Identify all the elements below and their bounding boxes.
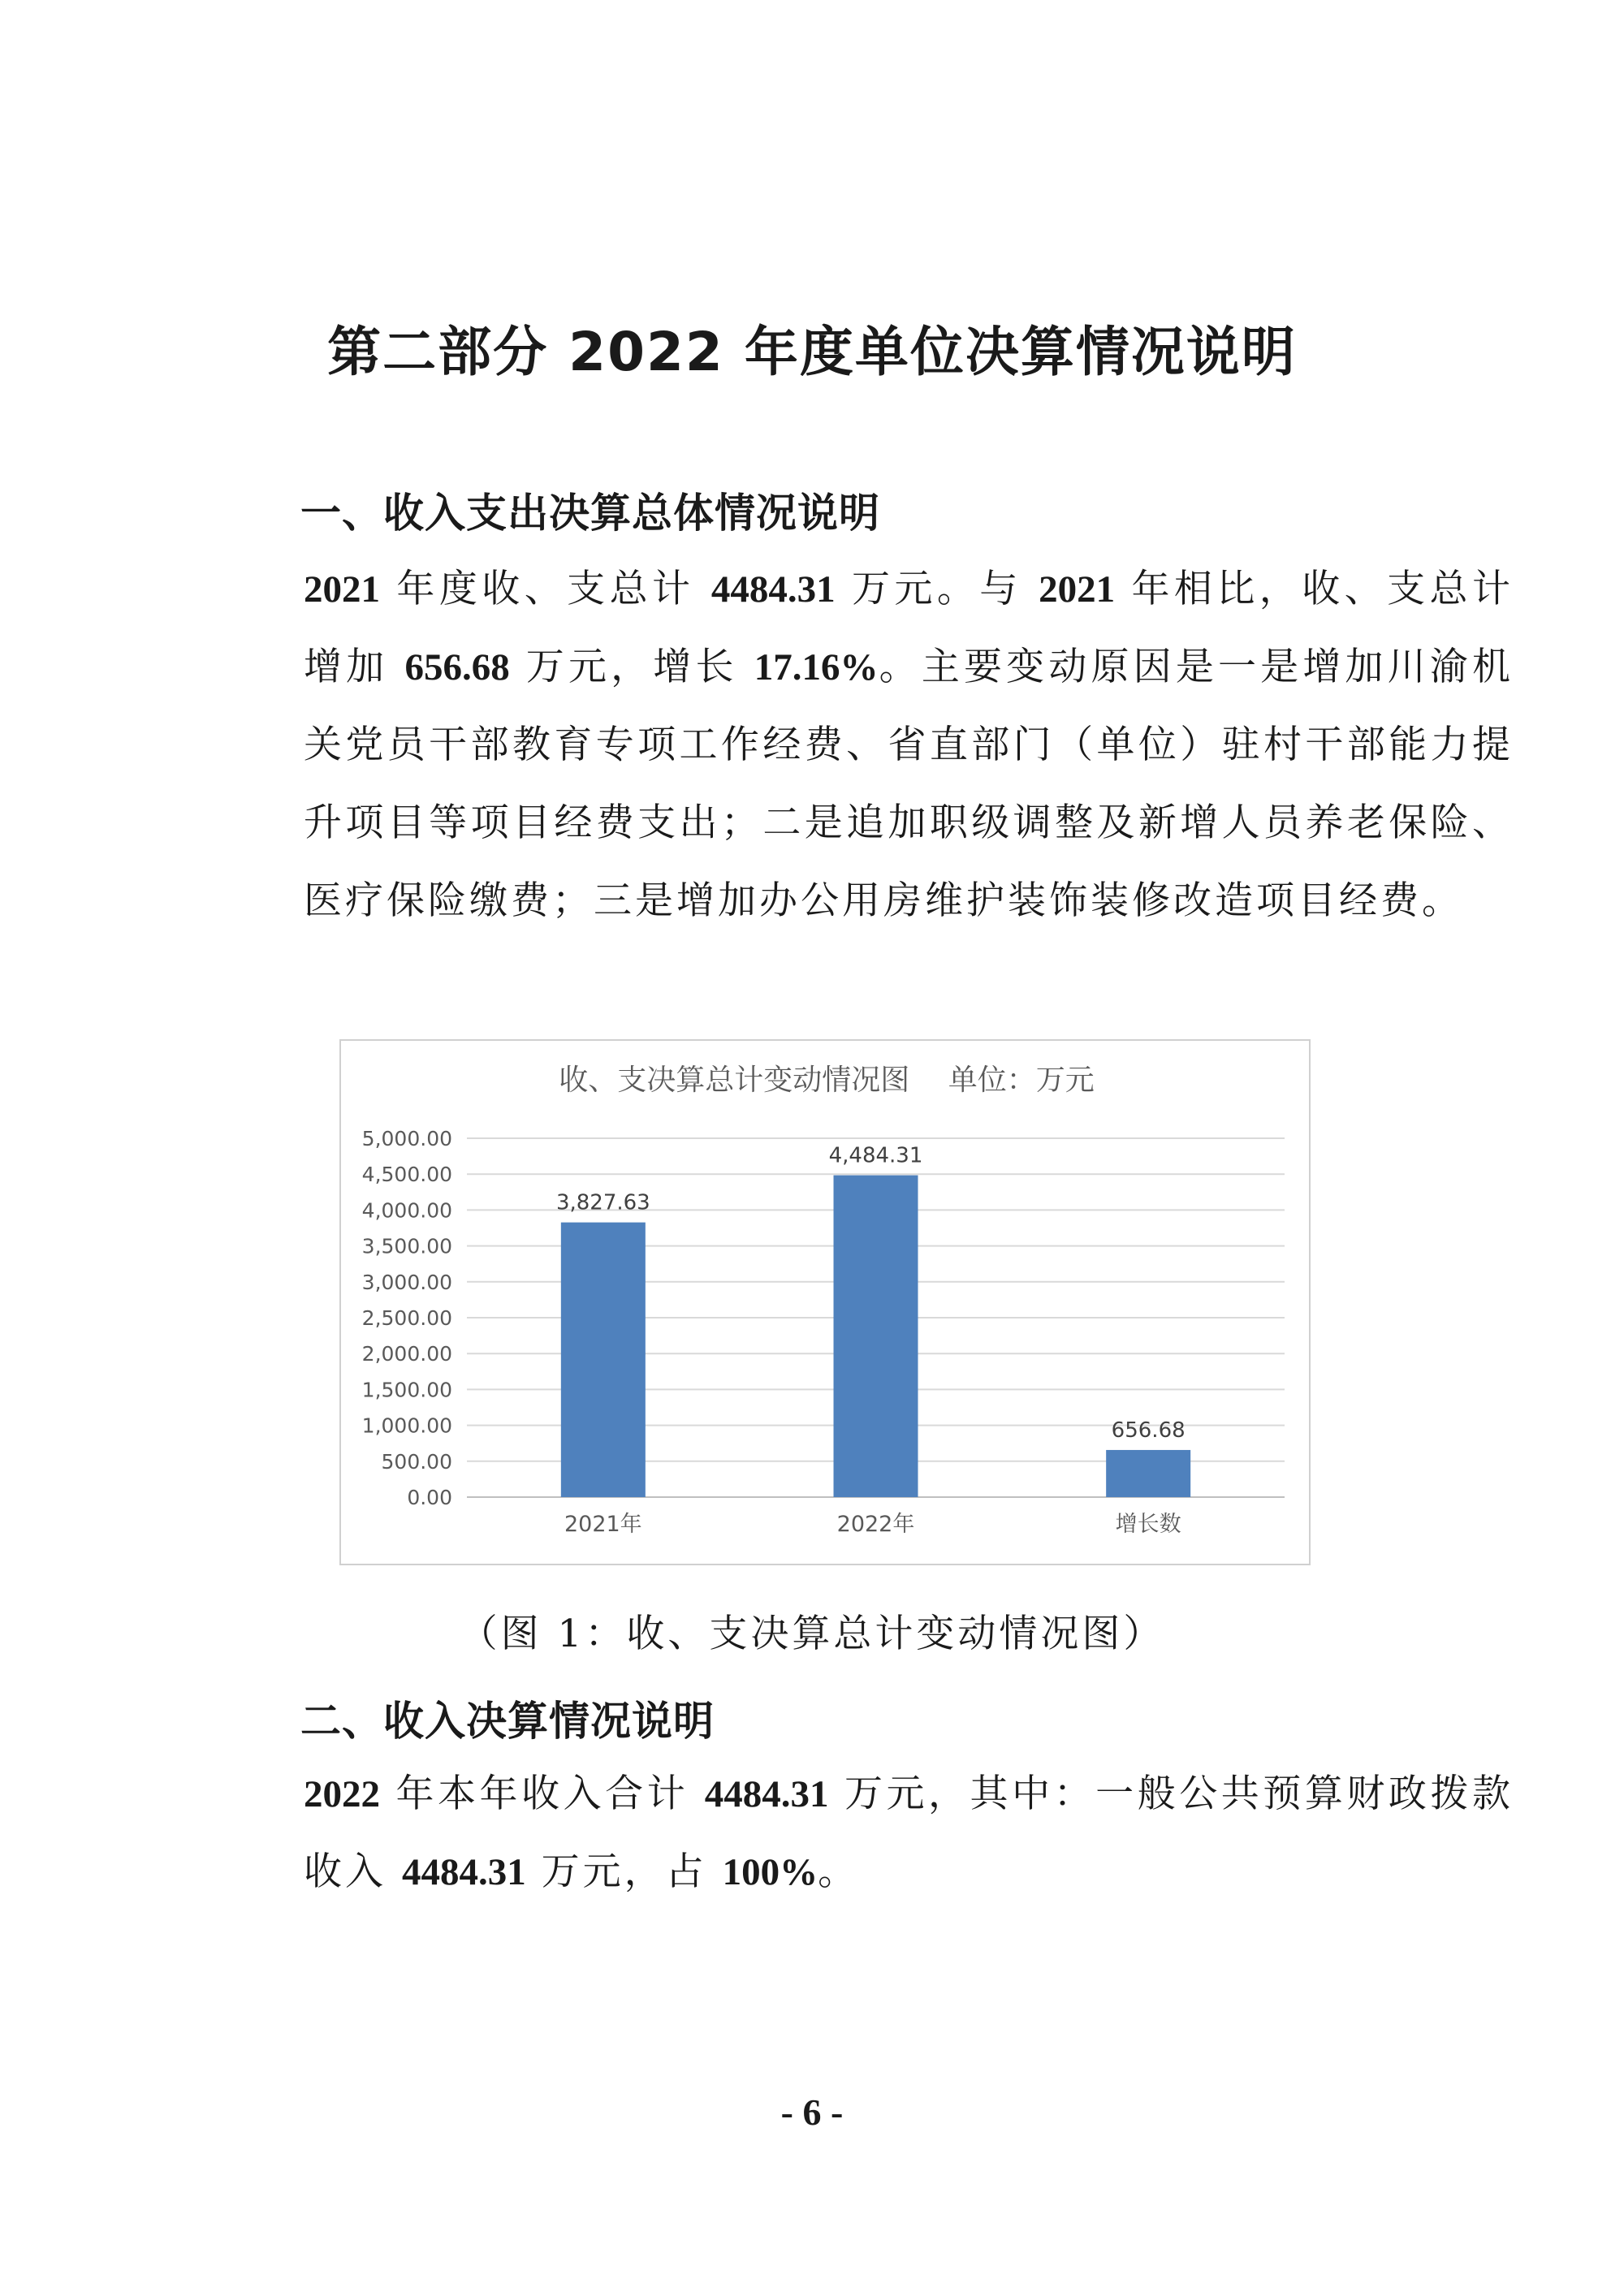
bold-number: 4484.31 [710,568,836,611]
text-run: 万元，增长 [509,645,754,689]
bold-number: 656.68 [404,646,510,688]
y-tick-label: 1,000.00 [361,1413,452,1438]
bold-number: 2021 [1039,568,1116,611]
chart [339,1039,1311,1565]
bold-number: 4484.31 [401,1851,526,1893]
text-run: 。主要变动原因是一是增加川渝机关党员干部教育专项工作经费、省直部门（单位）驻村干部能力提升项目等项目经费支出；二是追加职级调整及新增人员养老保险、医疗保险缴费；三是增加办公用房维护装饰装修改造项目经费。 [304,645,1514,923]
y-tick-label: 500.00 [381,1449,452,1474]
y-tick-label: 0.00 [407,1486,452,1509]
x-tick-label: 增长数 [1115,1512,1181,1537]
data-label: 3,827.63 [555,1190,650,1215]
y-tick-label: 3,500.00 [361,1234,452,1258]
y-tick-label: 1,500.00 [361,1378,452,1402]
bar [561,1223,646,1497]
text-run: 年度收、支总计 [380,567,711,611]
x-tick-label: 2021年 [564,1512,642,1537]
y-tick-label: 4,500.00 [361,1163,452,1187]
bar [834,1176,918,1497]
section2-paragraph [219,1755,1514,1911]
bar [1106,1450,1190,1497]
y-tick-label: 4,000.00 [361,1198,452,1223]
page-number: - 6 - [780,2091,844,2133]
text-run: 万元。与 [835,567,1039,611]
section1-paragraph [219,550,1514,940]
data-label: 656.68 [1111,1418,1186,1443]
y-tick-label: 2,000.00 [361,1342,452,1366]
bold-number: 2022 [304,1773,380,1815]
bar-chart-svg [341,1041,1312,1567]
chart-title: 收、支决算总计变动情况图 单位：万元 [559,1064,1095,1097]
text-run: 万元，占 [525,1849,723,1894]
section2-heading: 二、收入决算情况说明 [300,1698,715,1745]
bold-number: 100% [722,1851,818,1893]
bold-number: 4484.31 [704,1773,829,1815]
text-run: 年相比，收、支总计增加 [304,567,1514,689]
y-tick-label: 3,000.00 [361,1270,452,1294]
text-run: 。 [818,1849,860,1894]
y-tick-label: 5,000.00 [361,1127,452,1150]
y-tick-label: 2,500.00 [361,1306,452,1330]
x-tick-label: 2022年 [836,1512,915,1537]
data-label: 4,484.31 [828,1143,923,1168]
bold-number: 2021 [304,568,380,611]
page-title: 第二部分 2022 年度单位决算情况说明 [327,321,1297,383]
bold-number: 17.16% [754,646,879,688]
text-run: 万元，其中：一般公共预算财政拨款收入 [304,1772,1514,1894]
figure-caption: （图 1：收、支决算总计变动情况图） [459,1612,1165,1656]
section1-heading: 一、收入支出决算总体情况说明 [300,490,880,537]
text-run: 年本年收入合计 [380,1772,705,1816]
